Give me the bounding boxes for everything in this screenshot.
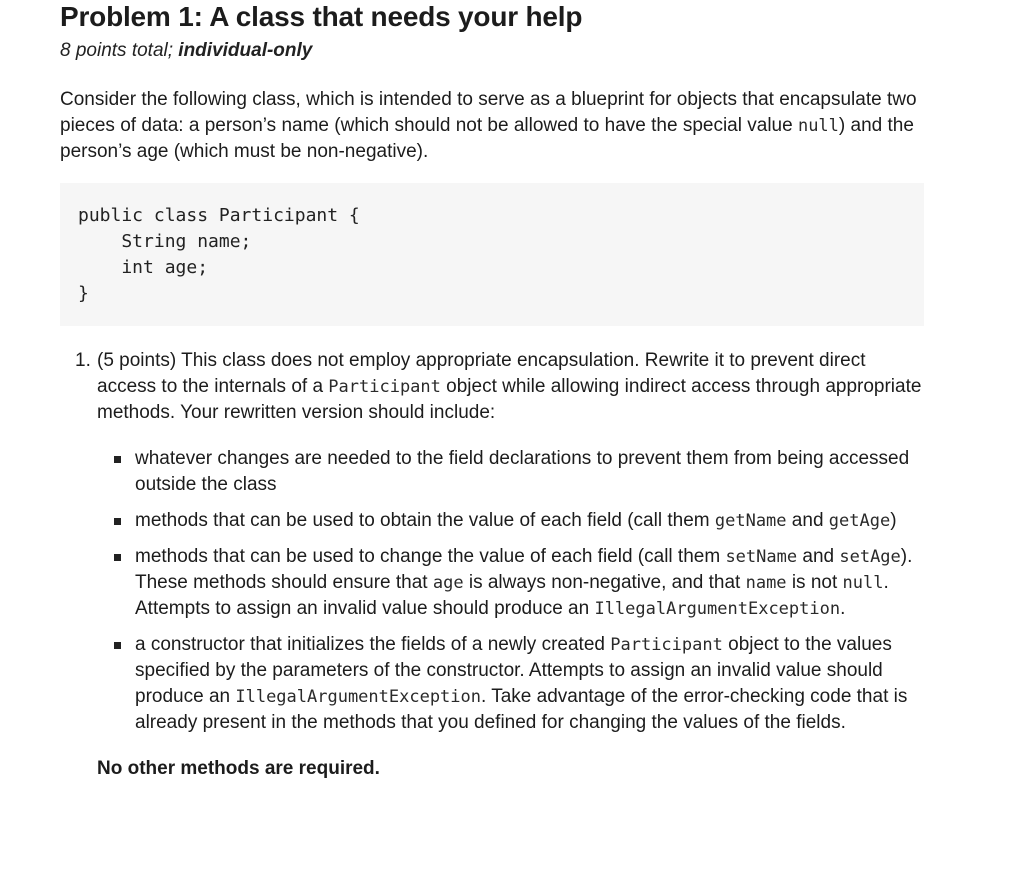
req-text: and bbox=[786, 510, 829, 531]
intro-paragraph bbox=[60, 87, 924, 165]
list-item bbox=[135, 544, 924, 622]
code-null: null bbox=[842, 573, 884, 593]
list-item bbox=[135, 508, 924, 534]
req-text: ) bbox=[890, 510, 897, 531]
code-block bbox=[60, 183, 924, 326]
requirements-list bbox=[60, 446, 924, 736]
req-text: . Take advantage of the error-checking code that is already present in the methods that you defined for changing the values of the fields. bbox=[135, 686, 908, 733]
req-text: is always non-negative, and that bbox=[463, 572, 746, 593]
question-number: 1. bbox=[75, 350, 91, 371]
intro-text-1: Consider the following class, which is intended to serve as a blueprint for objects that encapsulate two pieces of data: a person’s name (which should not be allowed to have the special value bbox=[60, 89, 917, 136]
code-age: age bbox=[432, 573, 464, 593]
req-text: object to the values specified by the parameters of the constructor. Attempts to assign an invalid value should produce an bbox=[135, 634, 892, 707]
req-text: . bbox=[840, 598, 846, 619]
code-line: } bbox=[78, 283, 89, 304]
closing-note: No other methods are required. bbox=[97, 758, 380, 779]
req-text: ). These methods should ensure that bbox=[135, 546, 913, 593]
question-1 bbox=[60, 348, 924, 426]
code-line: String name; bbox=[78, 231, 252, 252]
policy: individual-only bbox=[178, 40, 313, 61]
problem-subtitle bbox=[60, 39, 924, 63]
code-setage: setAge bbox=[839, 547, 901, 567]
bullet-icon bbox=[114, 642, 121, 649]
code-null: null bbox=[797, 116, 839, 136]
list-item bbox=[135, 632, 924, 736]
req-text: whatever changes are needed to the field declarations to prevent them from being accessed outside the class bbox=[135, 448, 910, 495]
req-text: methods that can be used to obtain the value of each field (call them bbox=[135, 510, 715, 531]
question-text-1: (5 points) This class does not employ appropriate encapsulation. Rewrite it to prevent direct access to the internals of a bbox=[97, 350, 866, 397]
req-text: and bbox=[797, 546, 840, 567]
code-exception: IllegalArgumentException bbox=[235, 687, 481, 707]
code-exception: IllegalArgumentException bbox=[594, 599, 841, 619]
code-getage: getAge bbox=[828, 511, 891, 531]
bullet-icon bbox=[114, 518, 121, 525]
code-name: name bbox=[745, 573, 787, 593]
list-item bbox=[135, 446, 924, 498]
code-line: public class Participant { bbox=[78, 205, 360, 226]
problem-title: Problem 1: A class that needs your help bbox=[60, 1, 583, 32]
bullet-icon bbox=[114, 456, 121, 463]
code-setname: setName bbox=[725, 547, 798, 567]
req-text: a constructor that initializes the fields of a newly created bbox=[135, 634, 611, 655]
req-text: methods that can be used to change the value of each field (call them bbox=[135, 546, 726, 567]
question-text-2: object while allowing indirect access through appropriate methods. Your rewritten version should include: bbox=[97, 376, 922, 423]
intro-text-2: ) and the person’s age (which must be non-negative). bbox=[60, 115, 914, 162]
req-text: . Attempts to assign an invalid value should produce an bbox=[135, 572, 889, 619]
points-total: 8 points total; bbox=[60, 40, 179, 61]
bullet-icon bbox=[114, 554, 121, 561]
code-getname: getName bbox=[714, 511, 787, 531]
code-participant: Participant bbox=[610, 635, 723, 655]
code-line: int age; bbox=[78, 257, 209, 278]
req-text: is not bbox=[786, 572, 843, 593]
problem-page bbox=[60, 0, 924, 782]
code-participant: Participant bbox=[328, 377, 441, 397]
